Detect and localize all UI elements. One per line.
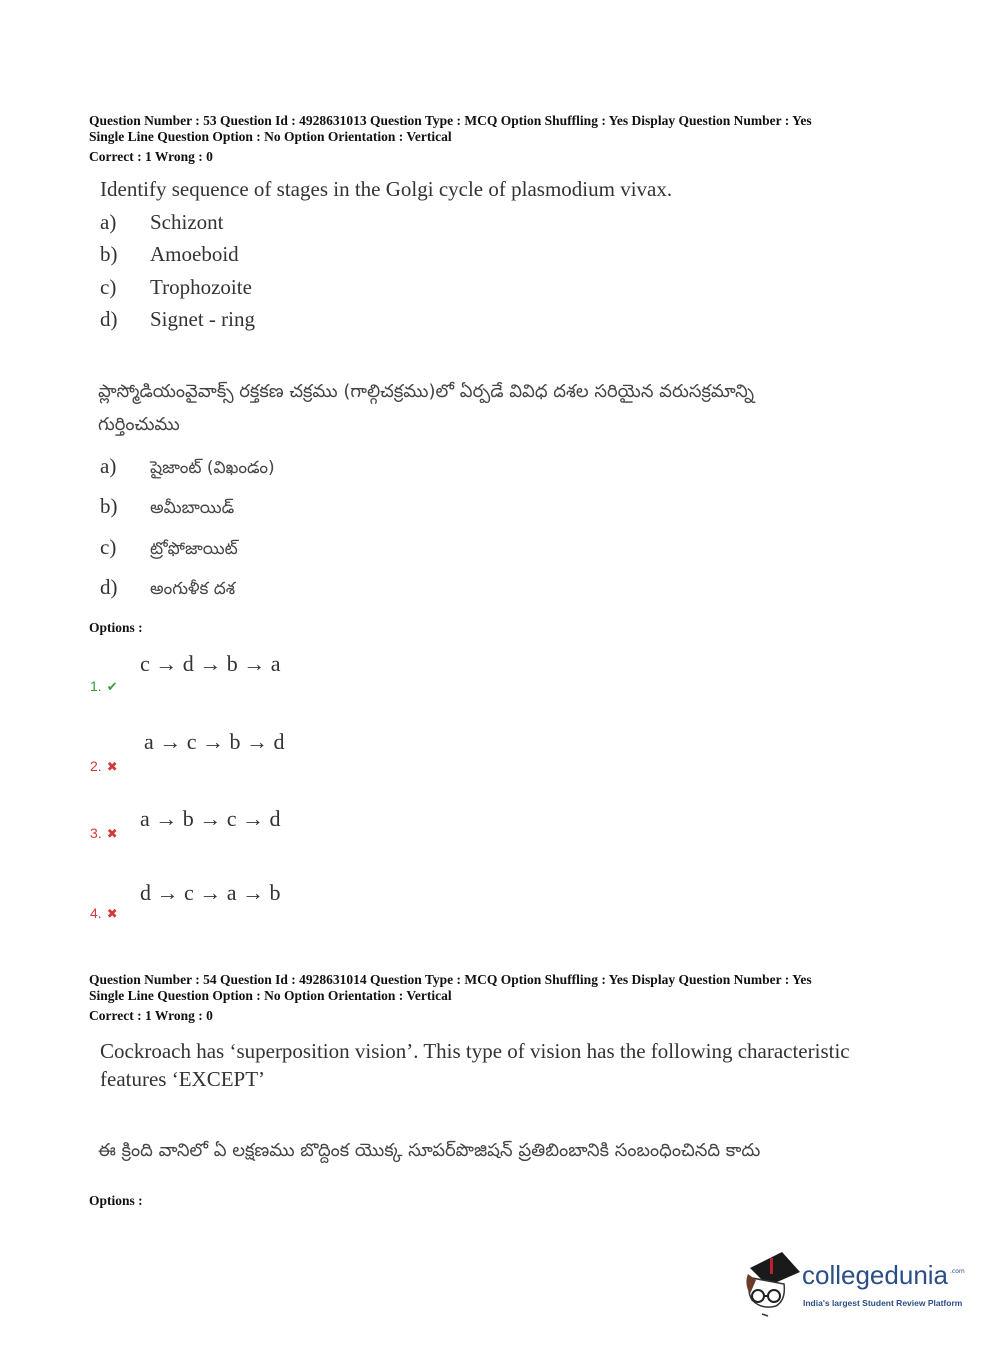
list-item: c) ట్రోఫోజాయిట్ — [100, 535, 238, 559]
cross-icon: ✖ — [106, 759, 118, 774]
list-item: a) షైజాంట్ (విఖండం) — [100, 454, 275, 478]
mascot-icon — [742, 1250, 802, 1320]
answer-option-text: d → c → a → b — [140, 880, 281, 905]
question-text: features ‘EXCEPT’ — [100, 1067, 266, 1091]
question-meta: Single Line Question Option : No Option Orientation : Vertical — [89, 988, 452, 1003]
list-item: d) Signet - ring — [100, 307, 255, 331]
checkmark-icon: ✔ — [106, 679, 118, 694]
question-score: Correct : 1 Wrong : 0 — [89, 149, 213, 164]
question-score: Correct : 1 Wrong : 0 — [89, 1008, 213, 1023]
list-item: a) Schizont — [100, 210, 224, 234]
question-text: Cockroach has ‘superposition vision’. This type of vision has the following characteristic — [100, 1039, 850, 1063]
list-item: b) Amoeboid — [100, 242, 239, 266]
cross-icon: ✖ — [106, 826, 118, 841]
question-text-telugu: గుర్తించుము — [98, 414, 180, 435]
question-meta: Single Line Question Option : No Option Orientation : Vertical — [89, 129, 452, 144]
answer-option-number: 4. ✖ — [90, 905, 118, 921]
answer-option-text: a → b → c → d — [140, 806, 281, 831]
question-text: Identify sequence of stages in the Golgi cycle of plasmodium vivax. — [100, 177, 673, 201]
logo-wordmark — [802, 1260, 965, 1290]
answer-option-text: c → d → b → a — [140, 651, 281, 676]
answer-option-text: a → c → b → d — [144, 729, 285, 754]
logo-brand: collegedunia — [802, 1260, 949, 1290]
answer-option-number: 1. ✔ — [90, 678, 118, 694]
question-meta: Question Number : 53 Question Id : 4928631013 Question Type : MCQ Option Shuffling : Yes Display Question Number : Yes — [89, 113, 812, 128]
list-item: c) Trophozoite — [100, 275, 252, 299]
list-item: d) అంగుళీక దశ — [100, 575, 236, 599]
question-text-telugu: ఈ క్రింది వానిలో ఏ లక్షణము బొద్దింక యొక్క సూపర్‌పొజిషన్ ప్రతిబింబానికి సంబంధించినది కాదు — [98, 1140, 761, 1161]
collegedunia-logo — [742, 1250, 992, 1320]
answer-option-number: 2. ✖ — [90, 758, 118, 774]
logo-tagline: India's largest Student Review Platform — [803, 1298, 963, 1308]
options-label: Options : — [89, 620, 143, 635]
list-item: b) అమీబాయిడ్ — [100, 494, 235, 518]
question-meta: Question Number : 54 Question Id : 4928631014 Question Type : MCQ Option Shuffling : Yes Display Question Number : Yes — [89, 972, 812, 987]
question-text-telugu: ప్లాస్మోడియంవైవాక్స్ రక్తకణ చక్రము (గాల్గిచక్రము)లో ఏర్పడే వివిధ దశల సరియైన వరుసక్రమాన్ని — [98, 381, 754, 402]
cross-icon: ✖ — [106, 906, 118, 921]
logo-suffix: .com — [950, 1268, 965, 1275]
answer-option-number: 3. ✖ — [90, 825, 118, 841]
options-label: Options : — [89, 1193, 143, 1208]
